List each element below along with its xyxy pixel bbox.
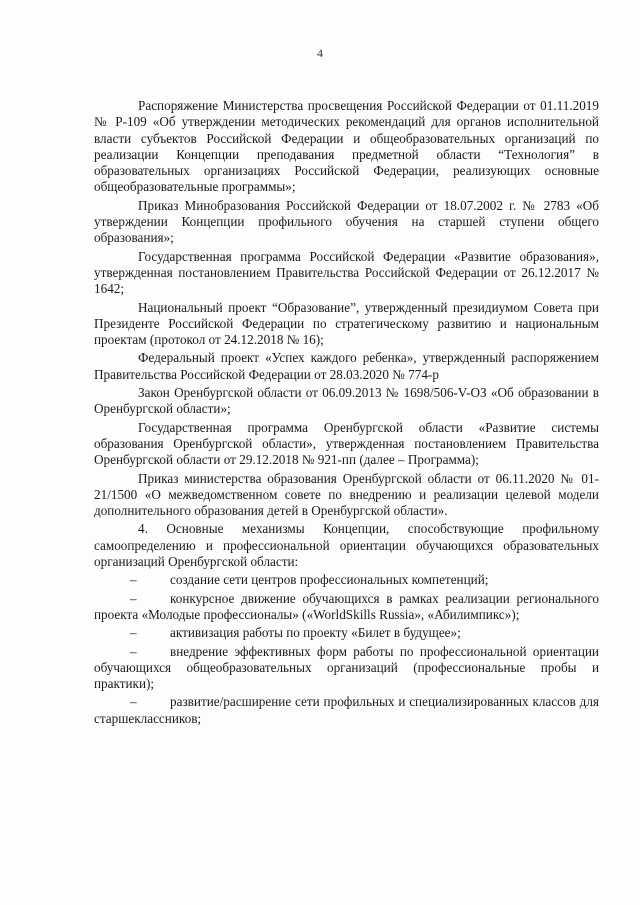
paragraph: Распоряжение Министерства просвещения Российской Федерации от 01.11.2019 № Р-109 «Об утверждении методических рекомендаций для органов исполнительной власти субъектов Российской Федерации и общеобразовательных организаций по реализации Концепции преподавания предметной области “Технология” в образовательных организациях Российской Федерации, реализующих основные общеобразовательные программы»;	[94, 98, 599, 195]
paragraph: Приказ министерства образования Оренбургской области от 06.11.2020 № 01-21/1500 «О межведомственном совете по внедрению и реализации целевой модели дополнительного образования детей в Оренбургской области».	[94, 470, 599, 519]
dash-marker: –	[130, 694, 137, 710]
list-item	[94, 694, 599, 727]
dash-marker: –	[130, 625, 137, 641]
list-item-text: внедрение эффективных форм работы по профессиональной ориентации обучающихся общеобразовательных организаций (профессиональные пробы и практики);	[94, 643, 599, 692]
list-item-text: создание сети центров профессиональных компетенций;	[170, 572, 489, 588]
list-item-text: развитие/расширение сети профильных и специализированных классов для старшеклассников;	[94, 694, 599, 726]
paragraph: Федеральный проект «Успех каждого ребенка», утвержденный распоряжением Правительства Российской Федерации от 28.03.2020 № 774-р	[94, 350, 599, 382]
document-body	[94, 98, 599, 729]
list-item	[94, 644, 599, 693]
page-number: 4	[317, 46, 323, 60]
paragraph-mechanisms-heading: 4. Основные механизмы Концепции, способствующие профильному самоопределению и профессиональной ориентации обучающихся образовательных организаций Оренбургской области:	[94, 521, 599, 570]
dash-marker: –	[130, 590, 137, 606]
dash-marker: –	[130, 643, 137, 659]
list-item-text: конкурсное движение обучающихся в рамках реализации регионального проекта «Молодые профессионалы» («WorldSkills Russia», «Абилимпикс»);	[94, 590, 599, 622]
paragraph: Государственная программа Оренбургской области «Развитие системы образования Оренбургской области», утвержденная постановлением Правительства Оренбургской области от 29.12.2018 № 921-пп (далее – Программа);	[94, 419, 599, 468]
paragraph: Национальный проект “Образование”, утвержденный президиумом Совета при Президенте Российской Федерации по стратегическому развитию и национальным проектам (протокол от 24.12.2018 № 16);	[94, 299, 599, 348]
list-item-text: активизация работы по проекту «Билет в будущее»;	[170, 625, 461, 641]
paragraph: Приказ Минобразования Российской Федерации от 18.07.2002 г. № 2783 «Об утверждении Концепции профильного обучения на старшей ступени общего образования»;	[94, 197, 599, 246]
paragraph: Закон Оренбургской области от 06.09.2013 № 1698/506-V-ОЗ «Об образовании в Оренбургской области»;	[94, 385, 599, 417]
list-item	[94, 572, 599, 588]
paragraph: Государственная программа Российской Федерации «Развитие образования», утвержденная постановлением Правительства Российской Федерации от 26.12.2017 № 1642;	[94, 248, 599, 297]
dash-marker: –	[130, 572, 137, 588]
list-item	[94, 625, 599, 641]
list-item	[94, 591, 599, 624]
